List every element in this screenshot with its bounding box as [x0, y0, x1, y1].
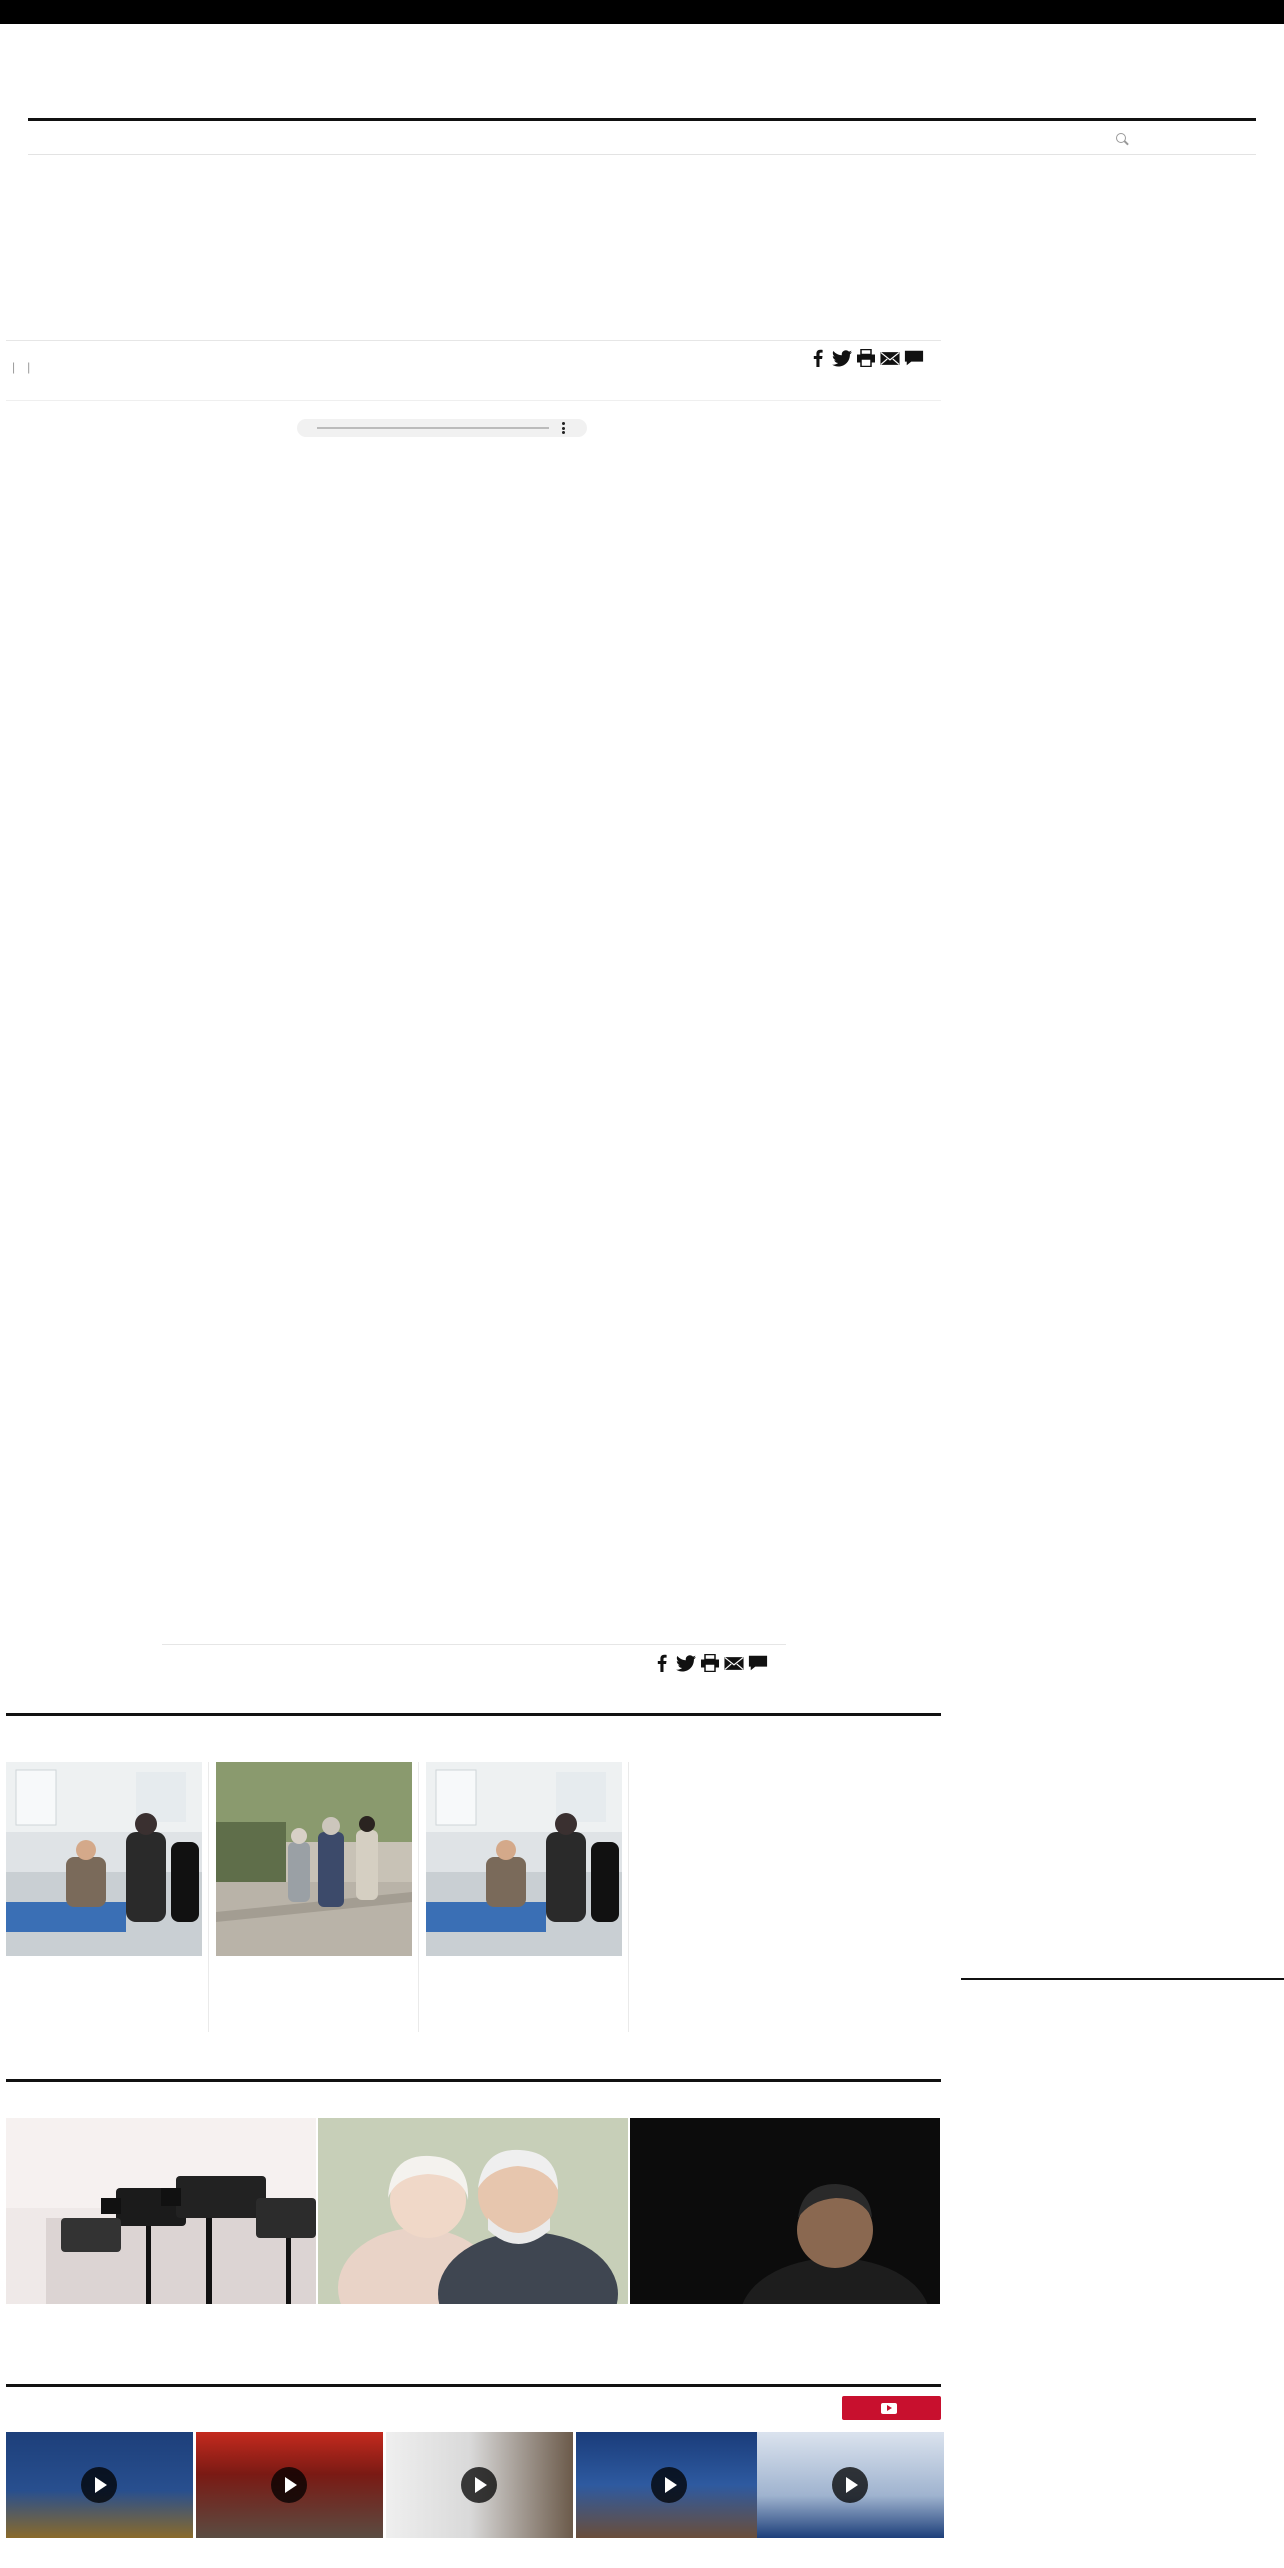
- share-bar-top: [808, 349, 929, 367]
- comment-icon[interactable]: [904, 349, 924, 367]
- street-photo[interactable]: [216, 1762, 412, 1956]
- audio-player: [162, 418, 712, 438]
- search-icon[interactable]: [1116, 133, 1128, 145]
- top-utility-bar: [0, 0, 1284, 24]
- more-options-icon[interactable]: [562, 422, 565, 436]
- media-cameras-photo[interactable]: [6, 2118, 316, 2304]
- video-thumbnail[interactable]: [576, 2432, 763, 2538]
- dawnnews-card[interactable]: [630, 2118, 940, 2310]
- email-icon[interactable]: [724, 1654, 744, 1672]
- video-card[interactable]: [386, 2432, 573, 2544]
- article-meta: [6, 360, 36, 374]
- twitter-icon[interactable]: [832, 349, 852, 367]
- hospital-photo[interactable]: [6, 1762, 202, 1956]
- dawnnews-card[interactable]: [318, 2118, 628, 2310]
- facebook-icon[interactable]: [652, 1654, 672, 1672]
- video-thumbnail[interactable]: [196, 2432, 383, 2538]
- time-magazine-cover[interactable]: [630, 2118, 940, 2304]
- section-rule: [6, 2079, 941, 2082]
- play-icon[interactable]: [81, 2467, 117, 2503]
- share-bar-bottom: [652, 1654, 773, 1672]
- play-icon[interactable]: [832, 2467, 868, 2503]
- section-rule: [6, 2384, 941, 2387]
- comment-icon[interactable]: [748, 1654, 768, 1672]
- video-card[interactable]: [757, 2432, 944, 2544]
- play-icon[interactable]: [271, 2467, 307, 2503]
- video-thumbnail[interactable]: [386, 2432, 573, 2538]
- search-box[interactable]: [1116, 130, 1226, 148]
- audio-rail: [317, 427, 549, 429]
- video-thumbnail[interactable]: [6, 2432, 193, 2538]
- read-more-card[interactable]: [426, 1762, 622, 1964]
- facebook-icon[interactable]: [808, 349, 828, 367]
- twitter-icon[interactable]: [676, 1654, 696, 1672]
- subscribe-button[interactable]: [842, 2396, 941, 2420]
- audio-progress-track[interactable]: [297, 419, 587, 437]
- play-icon[interactable]: [651, 2467, 687, 2503]
- divider: [628, 1762, 629, 2032]
- play-icon[interactable]: [461, 2467, 497, 2503]
- divider: [6, 340, 941, 341]
- video-card[interactable]: [6, 2432, 193, 2544]
- divider: [418, 1762, 419, 2032]
- email-icon[interactable]: [880, 349, 900, 367]
- print-icon[interactable]: [700, 1654, 720, 1672]
- section-rule: [6, 1713, 941, 1716]
- read-more-card[interactable]: [6, 1762, 202, 1964]
- print-icon[interactable]: [856, 349, 876, 367]
- divider: [6, 400, 941, 401]
- divider: [162, 1644, 786, 1645]
- elderly-couple-photo[interactable]: [318, 2118, 628, 2304]
- youtube-icon: [881, 2403, 897, 2414]
- hospital-photo[interactable]: [426, 1762, 622, 1956]
- video-card[interactable]: [576, 2432, 763, 2544]
- video-card[interactable]: [196, 2432, 383, 2544]
- dawnnews-card[interactable]: [6, 2118, 316, 2310]
- separator: |: [27, 360, 31, 374]
- divider: [208, 1762, 209, 2032]
- top-utility-links: [0, 0, 1284, 24]
- main-nav: [28, 121, 1256, 155]
- video-thumbnail[interactable]: [757, 2432, 944, 2538]
- read-more-card[interactable]: [216, 1762, 412, 1964]
- separator: |: [12, 360, 16, 374]
- search-input[interactable]: [1136, 133, 1216, 145]
- sidebar-rule: [961, 1978, 1284, 1980]
